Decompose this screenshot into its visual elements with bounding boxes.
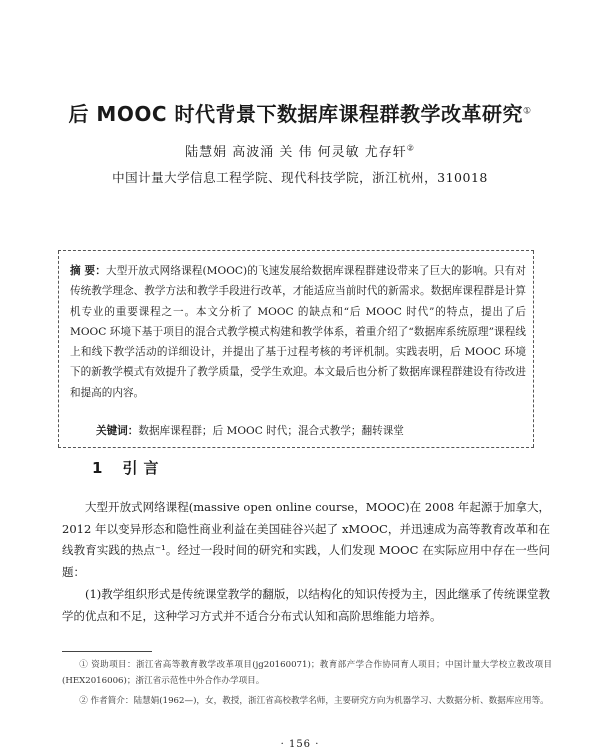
title-text: 后 MOOC 时代背景下数据库课程群教学改革研究 [68,102,523,126]
section-title: 引言 [122,459,165,477]
page-number: · 156 · [280,739,320,750]
section-heading [92,457,164,478]
authors-line [40,141,560,160]
paragraph-point-1: (1)教学组织形式是传统课堂教学的翻版，以结构化的知识传授为主，因此继承了传统课堂教学的优点和不足，这种学习方式并不适合分布式认知和高阶思维能力培养。 [62,587,550,623]
title-footnote-marker: ① [522,106,532,117]
footnote-2: ② 作者简介：陆慧娟(1962—)，女，教授，浙江省高校教学名师，主要研究方向为机器学习、大数据分析、数据库应用等。 [79,696,549,706]
paragraph-intro: 大型开放式网络课程(massive open online course，MOOC)在 2008 年起源于加拿大，2012 年以变异形态和隐性商业利益在美国硅谷兴起了 xMOOC，并迅速成为高等教育改革和在线教育实践的热点⁻¹。经过一段时间的研究和实践，人们发现 MOOC 在实际应用中存在一些问题： [62,500,550,579]
footnote-divider [62,651,152,652]
author-footnote-marker: ② [406,143,415,153]
footnote-1: ① 资助项目：浙江省高等教育教学改革项目(jg20160071)；教育部产学合作协同育人项目；中国计量大学校立教改项目(HEX2016006)；浙江省示范性中外合作办学项目。 [62,660,552,686]
abstract-label: 摘 要： [70,265,106,277]
paper-title [40,98,560,127]
keywords [96,423,526,438]
abstract-text: 大型开放式网络课程(MOOC)的飞速发展给数据库课程群建设带来了巨大的影响。只有对传统教学理念、教学方法和教学手段进行改革，才能适应当前时代的新需求。数据库课程群是计算机专业的重要课程之一。本文分析了 MOOC 的缺点和“后 MOOC 时代”的特点，提出了后 MOOC 环境下基于项目的混合式教学模式构建和教学体系，着重介绍了“数据库系统原理”课程线上和线下教学活动的详细设计，并提出了基于过程考核的考评机制。实践表明，后 MOOC 环境下的新教学模式有效提升了教学质量，受学生欢迎。本文最后也分析了数据库课程群建设有待改进和提高的内容。 [70,265,526,399]
section-number: 1 [92,459,109,477]
keywords-text: 数据库课程群；后 MOOC 时代；混合式教学；翻转课堂 [138,425,404,437]
keywords-label: 关键词： [96,425,139,437]
authors-text: 陆慧娟 高波涌 关 伟 何灵敏 尤存轩 [185,145,407,160]
affiliation: 中国计量大学信息工程学院、现代科技学院，浙江杭州，310018 [112,170,488,185]
abstract [70,261,526,403]
